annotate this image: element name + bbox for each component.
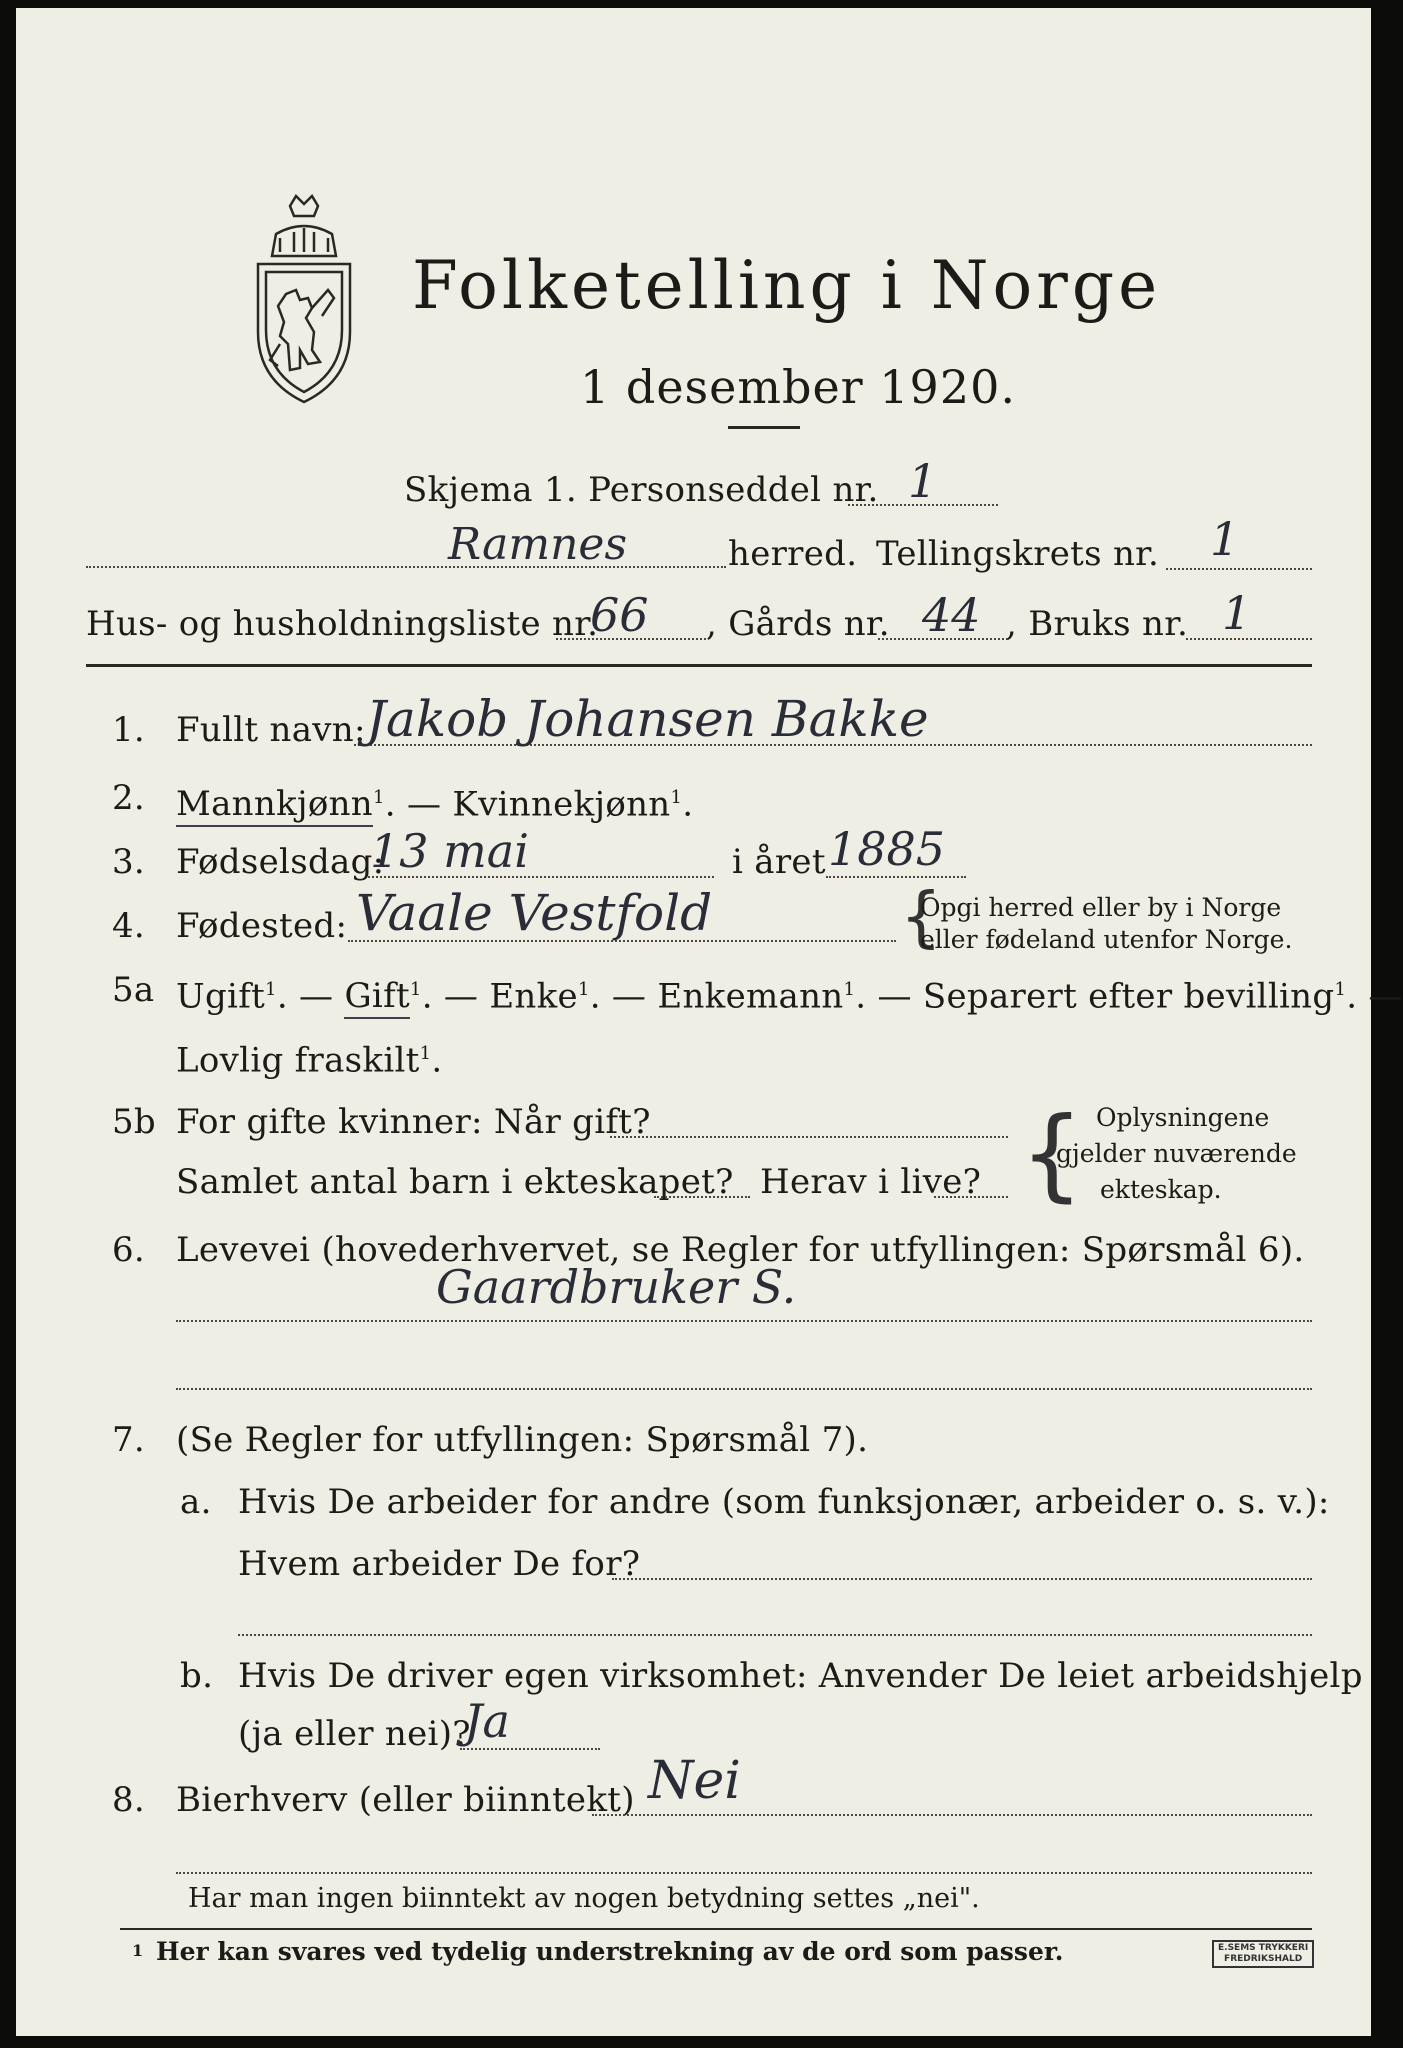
q8-line-2 [176,1872,1312,1874]
title-divider [728,426,800,429]
printer-stamp-line1: E.SEMS TRYKKERI [1218,1943,1309,1953]
q4-value: Vaale Vestfold [356,884,713,942]
footnote-text: Her kan svares ved tydelig understrekning av de ord som passer. [156,1937,1064,1966]
q6-line-2 [176,1388,1312,1390]
q8-label: Bierhverv (eller biinntekt) [176,1780,635,1820]
q4-note-line1: Opgi herred eller by i Norge [920,893,1282,922]
q3-label: Fødselsdag: [176,842,385,882]
census-date: 1 desember 1920. [580,360,1016,414]
herred-label: herred. [728,534,858,574]
footer-divider [120,1928,1312,1930]
q3-day-value: 13 mai [370,824,529,878]
q5a-sup: 1 [419,1043,432,1064]
q2-sup-2: 1 [670,787,683,808]
q6-value: Gaardbruker S. [436,1260,797,1314]
q5a-ugift: Ugift [176,976,266,1017]
q2-sup-1: 1 [373,787,385,808]
q8-number: 8. [112,1780,146,1820]
husholdningsliste-label: Hus- og husholdningsliste nr. [86,604,599,644]
q7-number: 7. [112,1420,146,1460]
q2-number: 2. [112,778,146,818]
q7a-line1: Hvis De arbeider for andre (som funksjonær, arbeider o. s. v.): [238,1482,1330,1522]
q5b-note-line2: gjelder nuværende [1056,1139,1297,1168]
q4-brace: { [900,878,942,955]
q4-number: 4. [112,906,146,946]
q3-number: 3. [112,842,146,882]
q5b-note-line3: ekteskap. [1100,1175,1222,1204]
q5a-separert: Separert efter bevilling [922,976,1335,1017]
q5b-alive-label: Herav i live? [760,1162,982,1202]
q2-mann-option: Mannkjønn [176,784,373,827]
census-form [16,8,1403,2036]
printer-stamp [1212,1940,1314,1968]
q1-value: Jakob Johansen Bakke [366,690,929,748]
bruks-label: , Bruks nr. [1006,604,1189,644]
q5a-enke: Enke [489,976,578,1017]
q5a-line2: Lovlig fraskilt$^1$. [176,1040,443,1081]
q2-options [176,778,693,824]
q5a-sup: 1 [577,979,590,1000]
q5a-sup: 1 [1334,979,1347,1000]
personseddel-value: 1 [908,454,938,508]
q7-label: (Se Regler for utfyllingen: Spørsmål 7). [176,1420,869,1460]
q5b-note-line1: Oplysningene [1096,1103,1270,1132]
q7b-value: Ja [464,1694,510,1748]
q2-end: . [682,784,694,825]
q3-year-label: i året [732,842,826,882]
q5a-fraskilt: Lovlig fraskilt [176,1040,420,1081]
q4-note-line2: eller fødeland utenfor Norge. [920,925,1293,954]
q5b-line1: For gifte kvinner: Når gift? [176,1102,651,1142]
header-divider [86,664,1312,667]
tellingskrets-line [1166,568,1312,570]
q5b-children-label: Samlet antal barn i ekteskapet? [176,1162,734,1202]
tellingskrets-value: 1 [1210,512,1240,566]
q5a-sup: 1 [409,979,422,1000]
q7b-line [460,1748,600,1750]
q1-label: Fullt navn: [176,710,366,750]
gards-label: , Gårds nr. [706,604,890,644]
q2-kvinne-option: Kvinnekjønn [452,784,671,825]
q7a-line2: Hvem arbeider De for? [238,1544,641,1584]
printer-stamp-line2: FREDRIKSHALD [1224,1954,1303,1964]
q3-year-value: 1885 [828,822,946,876]
q5b-married-line [610,1136,1008,1138]
q5b-brace: { [1020,1095,1084,1212]
q1-number: 1. [112,710,146,750]
q5a-gift: Gift [344,976,409,1019]
norwegian-lion-coat-of-arms-icon [250,194,358,406]
q2-separator: . — [384,784,453,825]
bruks-value: 1 [1222,586,1252,640]
herred-line [86,566,726,568]
q8-line [592,1814,1312,1816]
q7a-letter: a. [180,1482,212,1522]
q7a-line-2 [238,1634,1312,1636]
q6-number: 6. [112,1230,146,1270]
q7b-line2: (ja eller nei)? [238,1714,471,1754]
tellingskrets-label: Tellingskrets nr. [876,534,1160,574]
gards-value: 44 [922,588,981,642]
q7b-line1: Hvis De driver egen virksomhet: Anvender De leiet arbeidshjelp [238,1656,1363,1696]
q5a-sup: 1 [265,979,277,1000]
q5b-number: 5b [112,1102,156,1142]
husholdningsliste-value: 66 [590,588,649,642]
footer-note: Har man ingen biinntekt av nogen betydning settes „nei". [188,1883,980,1914]
q8-value: Nei [648,1751,741,1811]
q5b-alive-line [934,1196,1008,1198]
q5a-number: 5a [112,970,155,1010]
footnote-mark: 1 [132,1941,144,1960]
q7a-line [612,1578,1312,1580]
q5a-sup: 1 [843,979,856,1000]
q5b-children-line [654,1196,750,1198]
herred-value: Ramnes [448,519,628,570]
q6-line-1 [176,1320,1312,1322]
q5a-options: Ugift$^1$. — Gift$^1$. — Enke$^1$. — Enkemann$^1$. — Separert efter bevilling$^1$. — [176,970,1403,1016]
form-title: Folketelling i Norge [412,247,1162,324]
q3-year-line [826,876,966,878]
q6-label: Levevei (hovederhvervet, se Regler for utfyllingen: Spørsmål 6). [176,1230,1305,1270]
q4-label: Fødested: [176,906,348,946]
skjema-label: Skjema 1. Personseddel nr. [404,470,879,510]
q5a-enkemann: Enkemann [657,976,844,1017]
q7b-letter: b. [180,1656,214,1696]
